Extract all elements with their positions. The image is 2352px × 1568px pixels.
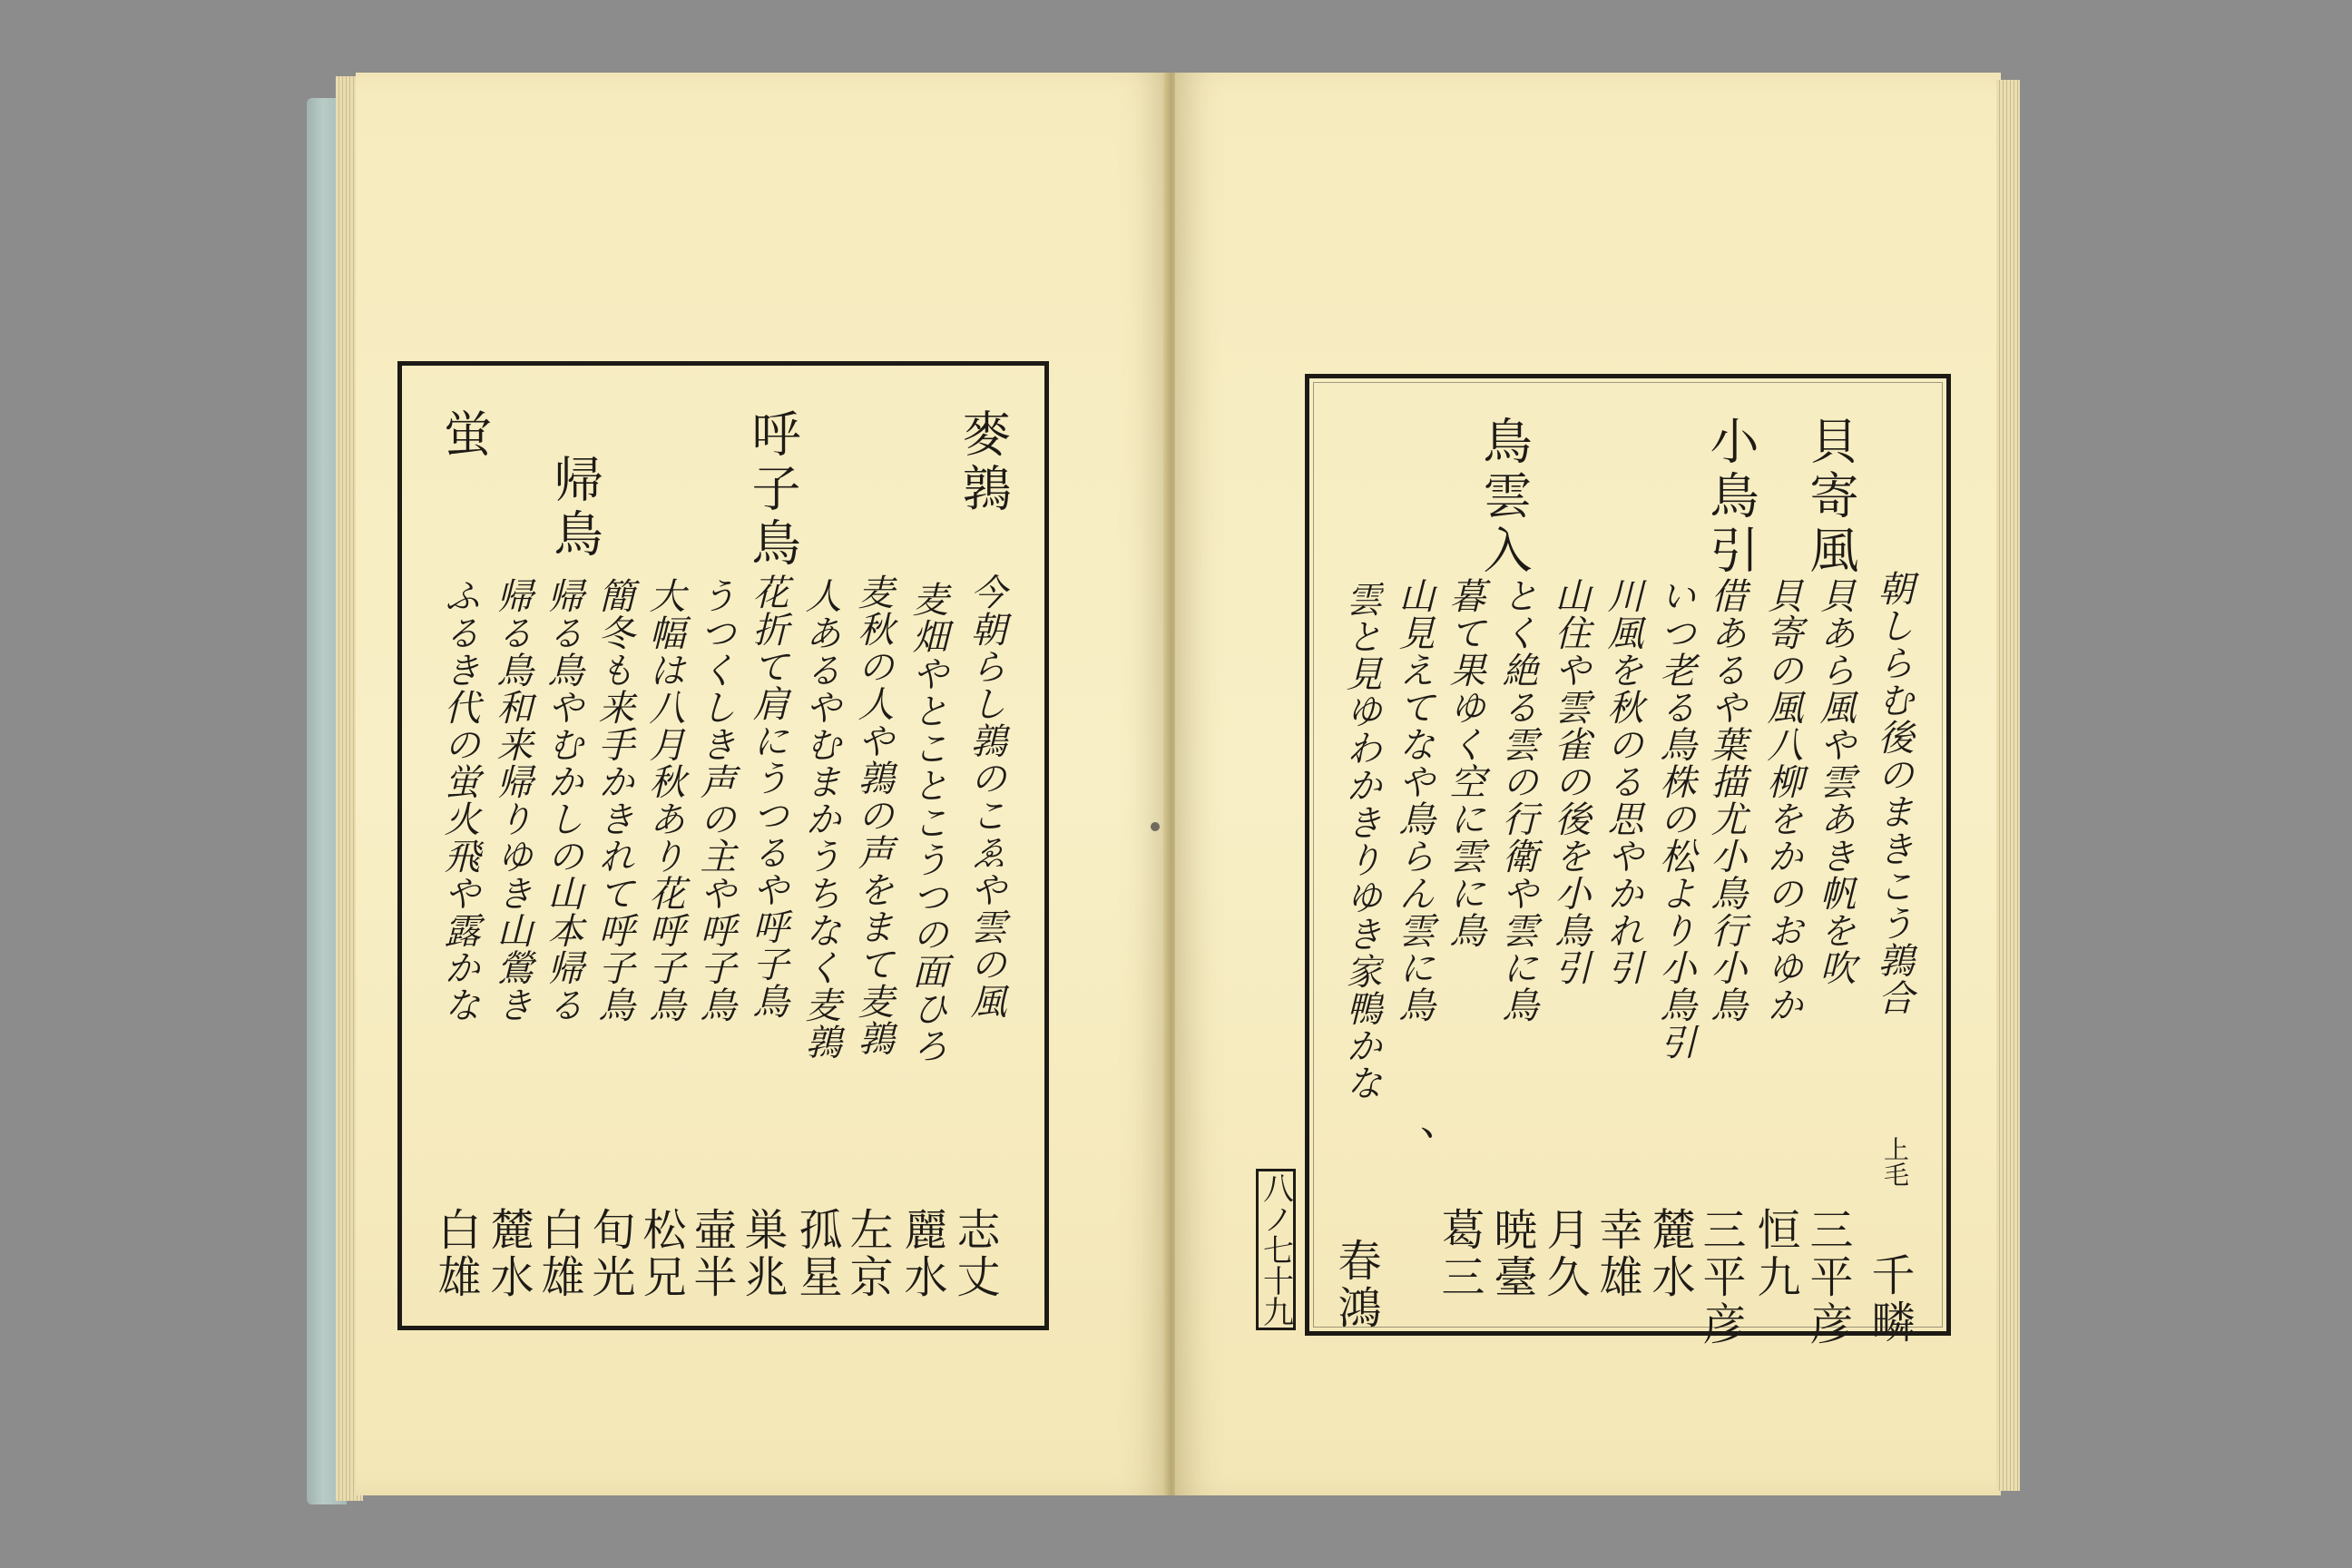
poet-name: 葛三 — [1434, 1207, 1485, 1301]
poet-name: 白雄 — [534, 1207, 584, 1301]
poet-name: 恒九 — [1749, 1207, 1800, 1301]
poet-name: 暁臺 — [1486, 1207, 1537, 1301]
haiku-verse: 暮て果ゆく空に雲に鳥 — [1444, 577, 1485, 949]
poet-name: 月久 — [1539, 1207, 1590, 1301]
haiku-verse: 人あるやむまかうちなく麦鶉 — [799, 577, 841, 1061]
poet-name: 千疄 — [1864, 1252, 1915, 1347]
season-word-heading: 鳥雲入 — [1475, 416, 1533, 579]
haiku-verse: 貝あら風や雲あき帆を吹 — [1814, 577, 1856, 986]
season-word-heading: 蛍 — [436, 408, 493, 463]
haiku-verse: 簡冬も来手かきれて呼子鳥 — [593, 577, 634, 1024]
poet-name: 志丈 — [949, 1207, 1000, 1301]
page-number: 八ノ七十九 — [1257, 1172, 1294, 1327]
haiku-verse: 帰る鳥やむかしの山本帰る — [542, 577, 583, 1024]
page-edges-right — [1996, 80, 2020, 1491]
poet-name: 三平彦 — [1802, 1207, 1853, 1348]
haiku-verse: 大幅は八月秋あり花呼子鳥 — [643, 577, 685, 1024]
haiku-verse: 麦秋の人や鶉の声をまて麦鶉 — [852, 573, 894, 1057]
haiku-verse: ふるき代の蛍火飛や露かな — [438, 577, 480, 1024]
haiku-verse: いつ老る鳥株の松より小鳥引 — [1654, 577, 1696, 1061]
repeat-mark: 、 — [1385, 1125, 1436, 1172]
poet-name: 旬光 — [584, 1207, 635, 1301]
haiku-verse: 麦畑やとことこうつの面ひろ — [906, 581, 948, 1064]
poet-name: 麓水 — [483, 1207, 534, 1301]
haiku-verse: うつくしき声の主や呼子鳥 — [694, 577, 736, 1024]
season-word-heading: 帰鳥 — [546, 454, 603, 563]
poet-name: 麗水 — [897, 1207, 947, 1301]
poet-name: 白雄 — [430, 1207, 481, 1301]
poet-name: 壷半 — [686, 1207, 737, 1301]
haiku-verse: 帰る鳥和来帰りゆき山鶯き — [491, 577, 533, 1024]
poet-name: 左京 — [842, 1207, 893, 1301]
haiku-verse: 山住や雲雀の後を小鳥引 — [1549, 577, 1591, 986]
haiku-verse: 雲と見ゆわかきりゆき家鴨かな — [1340, 581, 1382, 1102]
poet-name: 麓水 — [1644, 1207, 1695, 1301]
season-word-heading: 呼子鳥 — [744, 408, 801, 572]
poet-name: 三平彦 — [1695, 1207, 1746, 1348]
poet-province: 上毛 — [1880, 1136, 1910, 1187]
poet-name: 孤星 — [791, 1207, 842, 1301]
paper-spot — [1151, 822, 1160, 831]
haiku-verse: とく絶る雲の行衛や雲に鳥 — [1496, 577, 1538, 1024]
season-word-heading: 麥鶉 — [955, 408, 1012, 517]
poet-name: 松兄 — [635, 1207, 686, 1301]
poet-name: 幸雄 — [1592, 1207, 1642, 1301]
haiku-verse: 今朝らし鶉のこゑや雲の風 — [965, 573, 1006, 1020]
haiku-verse: 山見えてなや鳥らん雲に鳥 — [1393, 577, 1435, 1024]
haiku-verse: 花折て肩にうつるや呼子鳥 — [747, 573, 789, 1020]
haiku-verse: 川風を秋のる思やかれ引 — [1602, 577, 1643, 986]
season-word-heading: 小鳥引 — [1702, 416, 1759, 579]
page-number-box — [1256, 1169, 1296, 1330]
haiku-verse: 借あるや葉描尤小鳥行小鳥 — [1705, 577, 1747, 1024]
haiku-verse: 朝しらむ後のまきこう鶉合 — [1872, 570, 1914, 1016]
haiku-verse: 貝寄の風八柳をかのおゆか — [1761, 577, 1803, 1024]
poet-name: 春鴻 — [1330, 1238, 1381, 1332]
season-word-heading: 貝寄風 — [1802, 416, 1859, 579]
poet-name: 巣兆 — [737, 1207, 788, 1301]
